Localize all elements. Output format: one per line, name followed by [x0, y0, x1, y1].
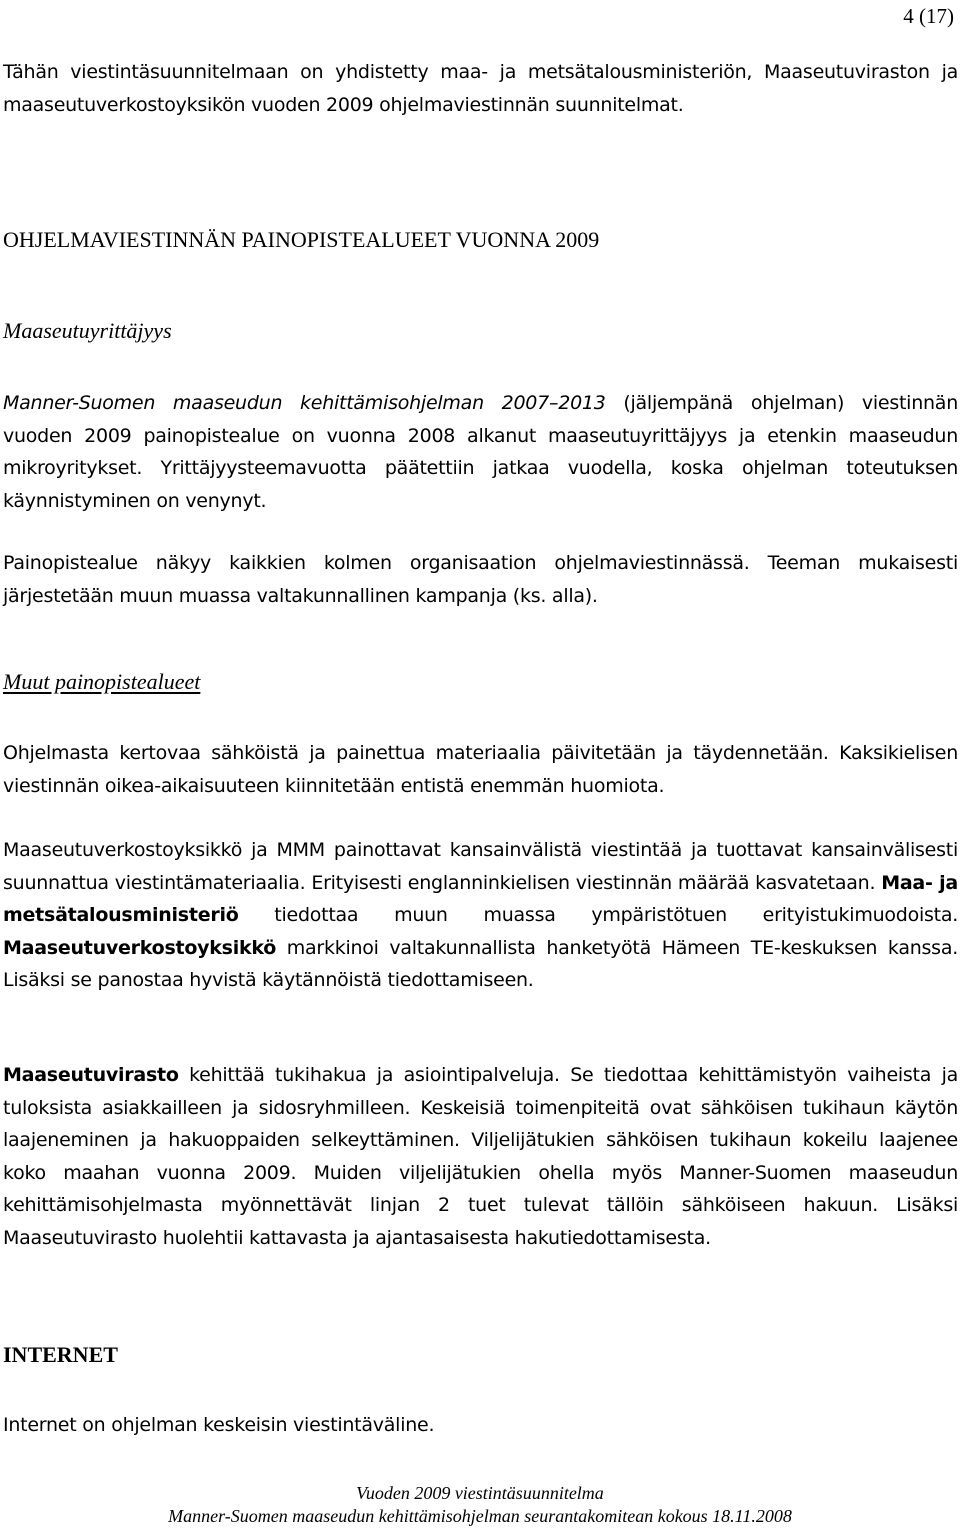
paragraph-maaseutuvirasto: [3, 1059, 958, 1254]
paragraph-kansainvalinen-text-1: Maaseutuverkostoyksikkö ja MMM painottavat kansainvälistä viestintää ja tuottavat kansainvälisesti suunnattua viestintämateriaalia. Erityisesti englanninkielisen viestinnän määrää kasvatetaan.: [3, 839, 958, 894]
paragraph-materiaali: Ohjelmasta kertovaa sähköistä ja painettua materiaalia päivitetään ja täydennetään. Kaksikielisen viestinnän oikea-aikaisuuteen kiinnitetään entistä enemmän huomiota.: [3, 742, 958, 797]
subheading-muut-painopistealueet: Muut painopistealueet: [3, 669, 201, 694]
paragraph-painopiste: [3, 387, 958, 517]
footer-title: Vuoden 2009 viestintäsuunnitelma: [356, 1483, 604, 1503]
paragraph-kansainvalinen-text-3: markkinoi valtakunnallista hanketyötä Hämeen TE-keskuksen kanssa. Lisäksi se panostaa hyvistä käytännöistä tiedottamiseen.: [3, 936, 958, 991]
page-number: 4 (17): [903, 4, 954, 28]
paragraph-maaseutuvirasto-text: kehittää tukihakua ja asiointipalveluja. Se tiedottaa kehittämistyön vaiheista ja tuloksista asiakkailleen ja sidosryhmilleen. Keskeisiä toimenpiteitä ovat sähköisen tukihaun käytön laajeneminen ja hakuoppaiden selkeyttäminen. Viljelijätukien sähköisen tukihaun kokeilu laajenee koko maahan vuonna 2009. Muiden viljelijätukien ohella myös Manner-Suomen maaseudun kehittämisohjelmasta myönnettävät linjan 2 tuet tulevat tällöin sähköiseen hakuun. Lisäksi Maaseutuvirasto huolehtii kattavasta ja ajantasaisesta hakutiedottamisesta.: [3, 1064, 958, 1249]
subheading-maaseutuyrittajyys: Maaseutuyrittäjyys: [3, 318, 172, 343]
section-title: OHJELMAVIESTINNÄN PAINOPISTEALUEET VUONNA 2009: [3, 227, 600, 252]
paragraph-internet: Internet on ohjelman keskeisin viestintäväline.: [3, 1414, 435, 1436]
paragraph-kansainvalinen: [3, 834, 958, 997]
mmm-name: Maa- ja metsätalousministeriö: [3, 871, 958, 926]
intro-paragraph: Tähän viestintäsuunnitelmaan on yhdistetty maa- ja metsätalousministeriön, Maaseutuviraston ja maaseutuverkostoyksikön vuoden 2009 ohjelmaviestinnän suunnitelmat.: [3, 61, 958, 116]
verkostoyksikko-name: Maaseutuverkostoyksikkö: [3, 936, 277, 959]
program-name: Manner-Suomen maaseudun kehittämisohjelman 2007–2013: [3, 392, 606, 414]
subheading-internet: INTERNET: [3, 1342, 118, 1367]
footer-meeting: Manner-Suomen maaseudun kehittämisohjelman seurantakomitean kokous 18.11.2008: [168, 1506, 792, 1526]
maaseutuvirasto-name: Maaseutuvirasto: [3, 1064, 179, 1086]
paragraph-kansainvalinen-text-2: tiedottaa muun muassa ympäristötuen erityistukimuodoista.: [238, 904, 958, 926]
paragraph-organisaatiot: Painopistealue näkyy kaikkien kolmen organisaation ohjelmaviestinnässä. Teeman mukaisesti järjestetään muun muassa valtakunnallinen kampanja (ks. alla).: [3, 552, 958, 607]
paragraph-painopiste-text: (jäljempänä ohjelman) viestinnän vuoden 2009 painopistealue on vuonna 2008 alkanut maaseutuyrittäjyys ja etenkin maaseudun mikroyritykset. Yrittäjyysteemavuotta päätettiin jatkaa vuodella, koska ohjelman toteutuksen käynnistyminen on venynyt.: [3, 392, 958, 512]
